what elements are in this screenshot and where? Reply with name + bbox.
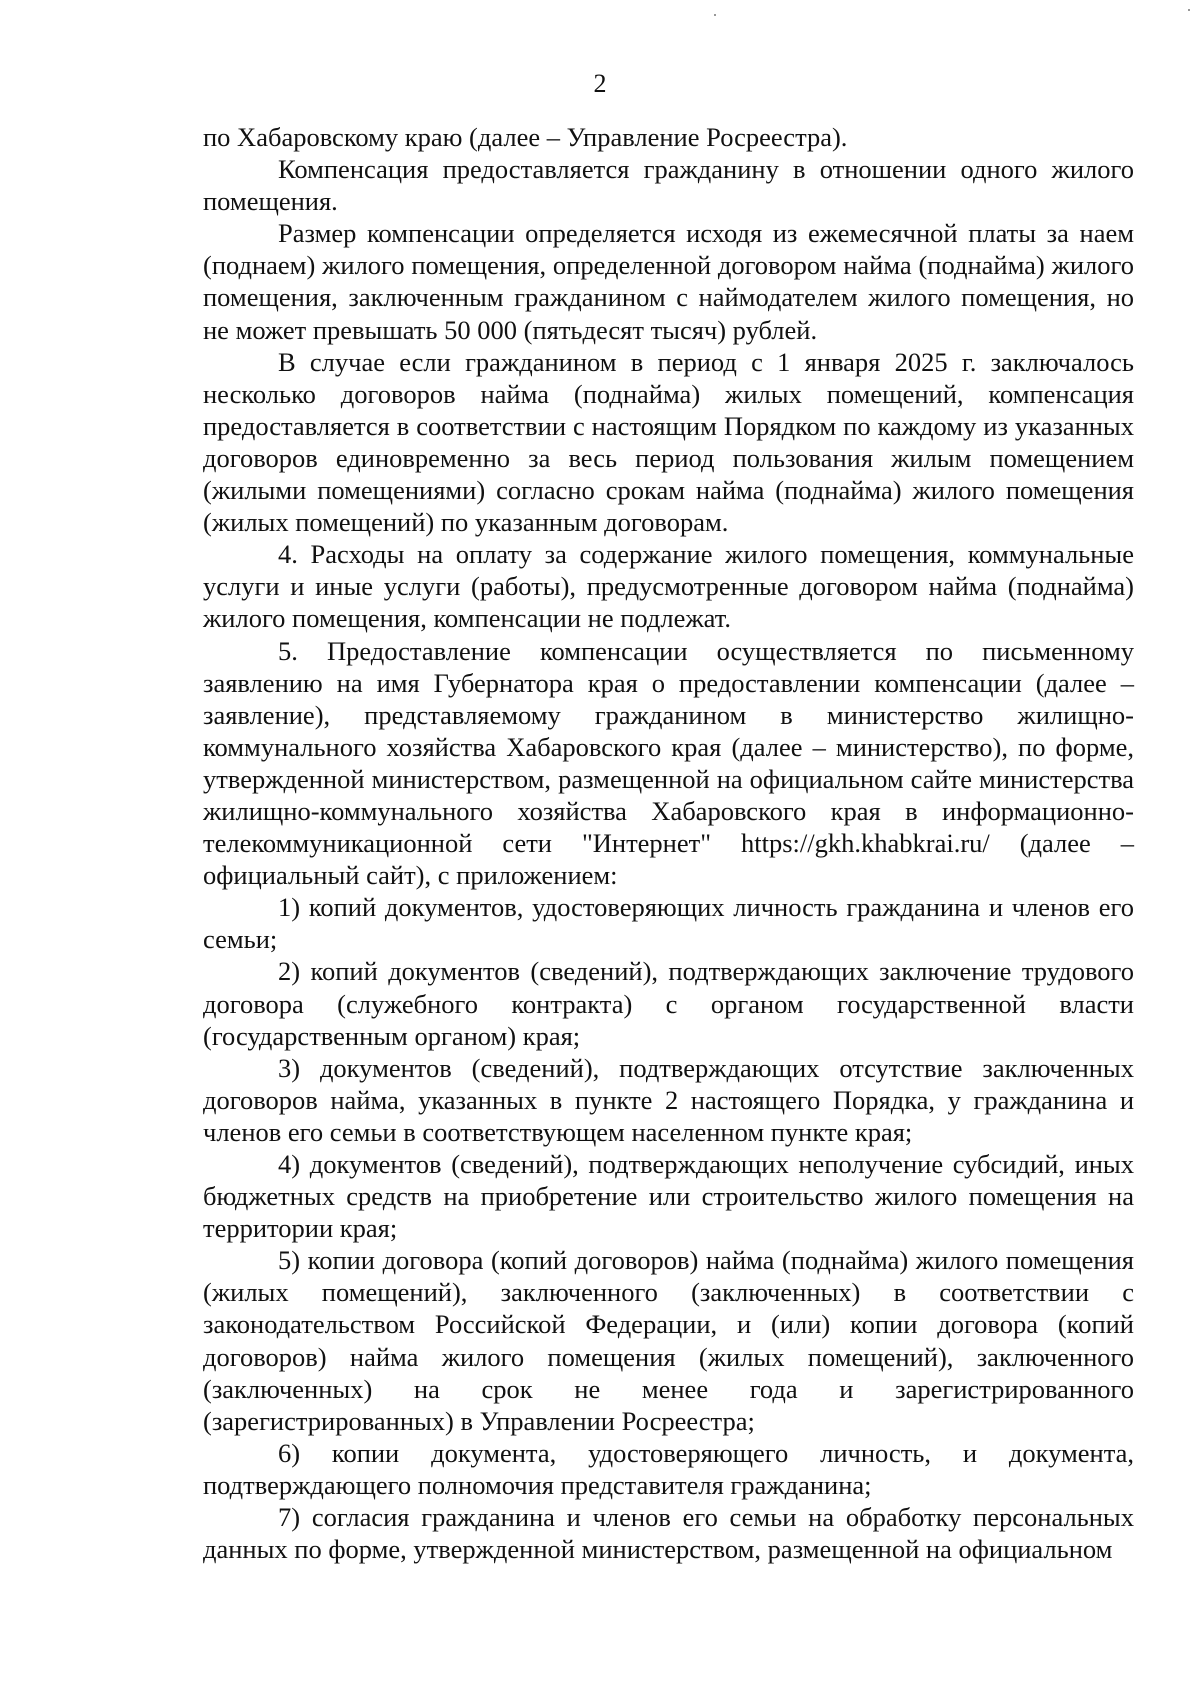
- paragraph: В случае если гражданином в период с 1 января 2025 г. заключалось несколько договоров найма (поднайма) жилых помещений, компенсация предоставляется в соответствии с настоящим Порядком по каждому из указанных договоров единовременно за весь период пользования жилым помещением (жилыми помещениями) согласно срокам найма (поднайма) жилого помещения (жилых помещений) по указанным договорам.: [203, 346, 1134, 538]
- list-item: 1) копий документов, удостоверяющих личность гражданина и членов его семьи;: [203, 892, 1134, 955]
- list-item: 5) копии договора (копий договоров) найма (поднайма) жилого помещения (жилых помещений), заключенного (заключенных) в соответствии с законодательством Российской Федерации, и (или) копии договора (копий договоров) найма жилого помещения (жилых помещений), заключенного (заключенных) на срок не менее года и зарегистрированного (зарегистрированных) в Управлении Росреестра;: [203, 1245, 1134, 1436]
- paragraph: Компенсация предоставляется гражданину в отношении одного жилого помещения.: [203, 154, 1134, 217]
- list-item: 3) документов (сведений), подтверждающих отсутствие заключенных договоров найма, указанных в пункте 2 настоящего Порядка, у гражданина и членов его семьи в соответствующем населенном пункте края;: [203, 1052, 1134, 1147]
- paragraph: Размер компенсации определяется исходя из ежемесячной платы за наем (поднаем) жилого помещения, определенной договором найма (поднайма) жилого помещения, заключенным гражданином с наймодателем жилого помещения, но не может превышать 50 000 (пятьдесят тысяч) рублей.: [203, 218, 1134, 345]
- paragraph-item-4: 4. Расходы на оплату за содержание жилого помещения, коммунальные услуги и иные услуги (работы), предусмотренные договором найма (поднайма) жилого помещения, компенсации не подлежат.: [203, 539, 1134, 634]
- paragraph-continuation: по Хабаровскому краю (далее – Управление Росреестра).: [203, 122, 848, 152]
- list-item: 4) документов (сведений), подтверждающих неполучение субсидий, иных бюджетных средств на приобретение или строительство жилого помещения на территории края;: [203, 1149, 1134, 1244]
- scan-artifact-dot: [714, 14, 716, 16]
- scan-artifact-dot: [1188, 9, 1190, 11]
- page-number: 2: [593, 69, 607, 98]
- paragraph-item-5: 5. Предоставление компенсации осуществляется по письменному заявлению на имя Губернатора края о предоставлении компенсации (далее – заявление), представляемому гражданином в министерство жилищно-коммунального хозяйства Хабаровского края (далее – министерство), по форме, утвержденной министерством, размещенной на официальном сайте министерства жилищно-коммунального хозяйства Хабаровского края в информационно-телекоммуникационной сети "Интернет" https://gkh.khabkrai.ru/ (далее – официальный сайт), с приложением:: [203, 635, 1134, 891]
- document-body: [203, 121, 1134, 1565]
- list-item: 7) согласия гражданина и членов его семьи на обработку персональных данных по форме, утвержденной министерством, размещенной на официальном: [203, 1502, 1134, 1565]
- list-item: 2) копий документов (сведений), подтверждающих заключение трудового договора (служебного контракта) с органом государственной власти (государственным органом) края;: [203, 956, 1134, 1051]
- list-item: 6) копии документа, удостоверяющего личность, и документа, подтверждающего полномочия представителя гражданина;: [203, 1437, 1134, 1500]
